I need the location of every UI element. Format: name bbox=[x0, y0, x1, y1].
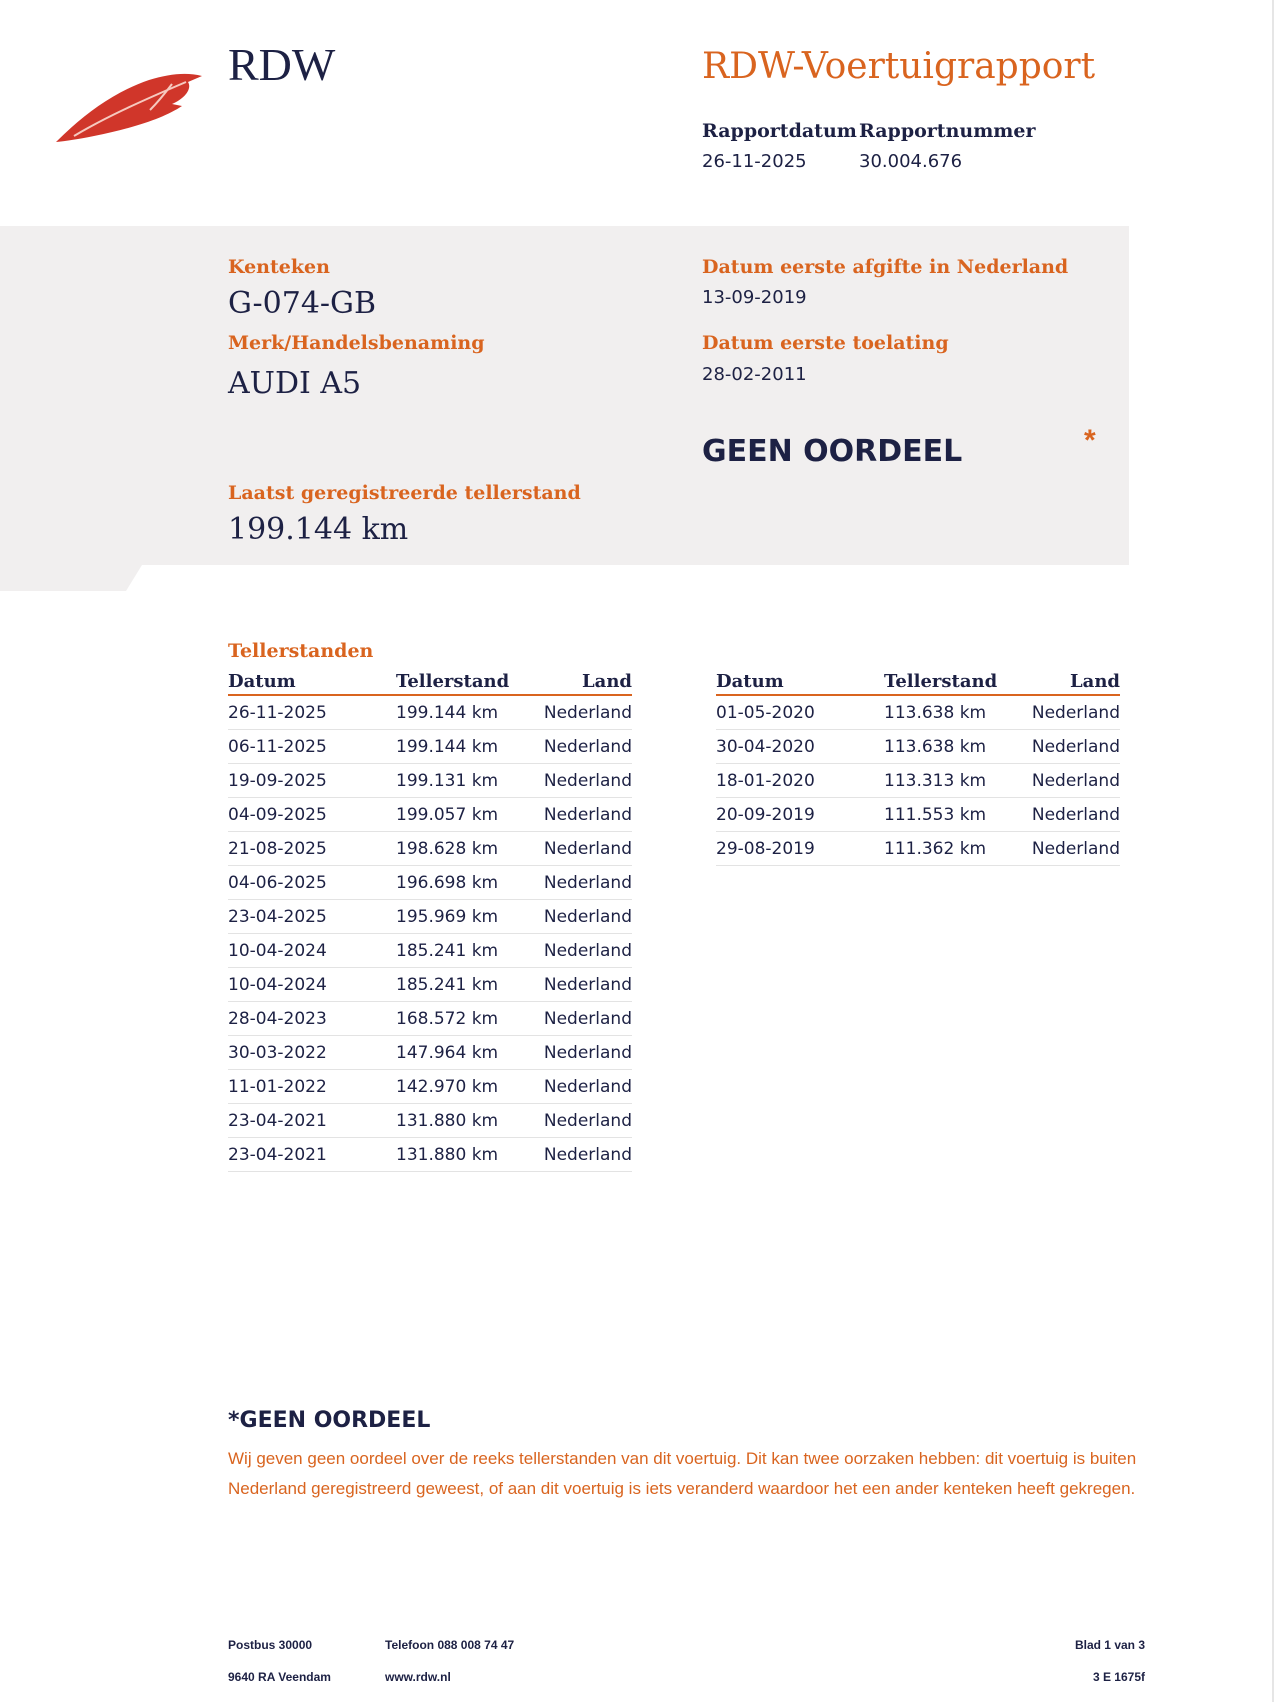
reading-country: Nederland bbox=[522, 934, 632, 968]
plate-label: Kenteken bbox=[228, 256, 330, 278]
reading-country: Nederland bbox=[522, 764, 632, 798]
reading-value: 131.880 km bbox=[396, 1104, 522, 1138]
table-row bbox=[228, 832, 632, 866]
reading-country: Nederland bbox=[1010, 695, 1120, 730]
make-label: Merk/Handelsbenaming bbox=[228, 332, 485, 354]
reading-date: 23-04-2021 bbox=[228, 1104, 396, 1138]
table-row bbox=[716, 798, 1120, 832]
reading-country: Nederland bbox=[522, 968, 632, 1002]
reading-value: 199.057 km bbox=[396, 798, 522, 832]
col-header-reading: Tellerstand bbox=[396, 664, 522, 695]
table-row bbox=[228, 695, 632, 730]
first-admission-label: Datum eerste toelating bbox=[702, 332, 949, 354]
odometer-value: 199.144 km bbox=[228, 512, 409, 547]
reading-date: 04-09-2025 bbox=[228, 798, 396, 832]
table-row bbox=[228, 764, 632, 798]
col-header-date: Datum bbox=[716, 664, 884, 695]
table-row bbox=[228, 798, 632, 832]
table-row bbox=[716, 832, 1120, 866]
reading-date: 26-11-2025 bbox=[228, 695, 396, 730]
report-date-label: Rapportdatum bbox=[702, 120, 857, 142]
first-nl-value: 13-09-2019 bbox=[702, 287, 807, 308]
reading-date: 28-04-2023 bbox=[228, 1002, 396, 1036]
report-date: 26-11-2025 bbox=[702, 151, 807, 172]
table-row bbox=[716, 730, 1120, 764]
reading-date: 04-06-2025 bbox=[228, 866, 396, 900]
reading-country: Nederland bbox=[522, 1002, 632, 1036]
reading-date: 18-01-2020 bbox=[716, 764, 884, 798]
reading-country: Nederland bbox=[522, 1070, 632, 1104]
reading-value: 196.698 km bbox=[396, 866, 522, 900]
table-row bbox=[228, 1070, 632, 1104]
reading-value: 113.638 km bbox=[884, 730, 1010, 764]
col-header-country: Land bbox=[1010, 664, 1120, 695]
make-value: AUDI A5 bbox=[228, 366, 362, 401]
reading-value: 113.638 km bbox=[884, 695, 1010, 730]
reading-country: Nederland bbox=[522, 1104, 632, 1138]
footer-code: 3 E 1675f bbox=[1092, 1670, 1145, 1684]
page-edge-line bbox=[1272, 0, 1274, 1702]
table-row bbox=[228, 730, 632, 764]
reading-country: Nederland bbox=[1010, 832, 1120, 866]
reading-date: 23-04-2021 bbox=[228, 1138, 396, 1172]
table-row bbox=[228, 1104, 632, 1138]
readings-title: Tellerstanden bbox=[228, 640, 374, 662]
table-row bbox=[716, 695, 1120, 730]
note-asterisk: * bbox=[228, 1408, 240, 1433]
table-row bbox=[228, 1036, 632, 1070]
reading-date: 10-04-2024 bbox=[228, 968, 396, 1002]
table-row bbox=[228, 866, 632, 900]
table-row bbox=[228, 1138, 632, 1172]
reading-value: 113.313 km bbox=[884, 764, 1010, 798]
reading-country: Nederland bbox=[522, 798, 632, 832]
reading-country: Nederland bbox=[522, 730, 632, 764]
first-nl-label: Datum eerste afgifte in Nederland bbox=[702, 256, 1069, 278]
first-admission-value: 28-02-2011 bbox=[702, 364, 807, 385]
report-number-label: Rapportnummer bbox=[859, 120, 1036, 142]
reading-date: 20-09-2019 bbox=[716, 798, 884, 832]
odometer-label: Laatst geregistreerde tellerstand bbox=[228, 482, 581, 504]
reading-value: 142.970 km bbox=[396, 1070, 522, 1104]
reading-country: Nederland bbox=[522, 866, 632, 900]
readings-table-left bbox=[228, 664, 632, 1172]
reading-country: Nederland bbox=[522, 1036, 632, 1070]
logo-text: RDW bbox=[228, 39, 336, 90]
footer-postbus: Postbus 30000 bbox=[228, 1638, 313, 1652]
reading-date: 01-05-2020 bbox=[716, 695, 884, 730]
reading-date: 10-04-2024 bbox=[228, 934, 396, 968]
reading-country: Nederland bbox=[522, 695, 632, 730]
reading-value: 199.144 km bbox=[396, 730, 522, 764]
reading-country: Nederland bbox=[522, 900, 632, 934]
report-title: RDW-Voertuigrapport bbox=[702, 46, 1096, 87]
plate-value: G-074-GB bbox=[228, 286, 377, 321]
reading-date: 23-04-2025 bbox=[228, 900, 396, 934]
table-row bbox=[228, 934, 632, 968]
verdict-asterisk: * bbox=[1084, 424, 1096, 457]
reading-value: 168.572 km bbox=[396, 1002, 522, 1036]
footer-city: 9640 RA Veendam bbox=[228, 1670, 331, 1684]
note-text: Wij geven geen oordeel over de reeks tellerstanden van dit voertuig. Dit kan twee oorzaken hebben: dit voertuig is buiten Nederland geregistreerd geweest, of aan dit voertuig is iets veranderd waardoor het een ander kenteken heeft gekregen. bbox=[228, 1449, 1137, 1498]
table-row bbox=[228, 1002, 632, 1036]
note-title bbox=[228, 1408, 430, 1433]
col-header-country: Land bbox=[522, 664, 632, 695]
footer-phone: Telefoon 088 008 74 47 bbox=[385, 1638, 515, 1652]
footer-page: Blad 1 van 3 bbox=[1074, 1638, 1145, 1652]
reading-country: Nederland bbox=[522, 832, 632, 866]
reading-value: 198.628 km bbox=[396, 832, 522, 866]
readings-table-right bbox=[716, 664, 1120, 866]
reading-value: 147.964 km bbox=[396, 1036, 522, 1070]
reading-value: 111.553 km bbox=[884, 798, 1010, 832]
reading-value: 195.969 km bbox=[396, 900, 522, 934]
reading-date: 30-03-2022 bbox=[228, 1036, 396, 1070]
report-number: 30.004.676 bbox=[859, 151, 963, 172]
vehicle-summary-band bbox=[0, 226, 1129, 591]
footer-website: www.rdw.nl bbox=[385, 1670, 451, 1684]
reading-date: 06-11-2025 bbox=[228, 730, 396, 764]
reading-date: 30-04-2020 bbox=[716, 730, 884, 764]
table-row bbox=[228, 900, 632, 934]
reading-country: Nederland bbox=[522, 1138, 632, 1172]
reading-date: 19-09-2025 bbox=[228, 764, 396, 798]
reading-value: 199.144 km bbox=[396, 695, 522, 730]
verdict-text: GEEN OORDEEL bbox=[702, 434, 963, 469]
reading-date: 29-08-2019 bbox=[716, 832, 884, 866]
reading-value: 111.362 km bbox=[884, 832, 1010, 866]
rdw-logo-icon bbox=[54, 66, 204, 144]
note-title-text: GEEN OORDEEL bbox=[239, 1408, 431, 1433]
reading-country: Nederland bbox=[1010, 730, 1120, 764]
reading-date: 21-08-2025 bbox=[228, 832, 396, 866]
table-row bbox=[716, 764, 1120, 798]
reading-date: 11-01-2022 bbox=[228, 1070, 396, 1104]
col-header-date: Datum bbox=[228, 664, 396, 695]
reading-country: Nederland bbox=[1010, 798, 1120, 832]
col-header-reading: Tellerstand bbox=[884, 664, 1010, 695]
reading-value: 185.241 km bbox=[396, 934, 522, 968]
reading-value: 199.131 km bbox=[396, 764, 522, 798]
reading-value: 185.241 km bbox=[396, 968, 522, 1002]
table-row bbox=[228, 968, 632, 1002]
reading-country: Nederland bbox=[1010, 764, 1120, 798]
reading-value: 131.880 km bbox=[396, 1138, 522, 1172]
